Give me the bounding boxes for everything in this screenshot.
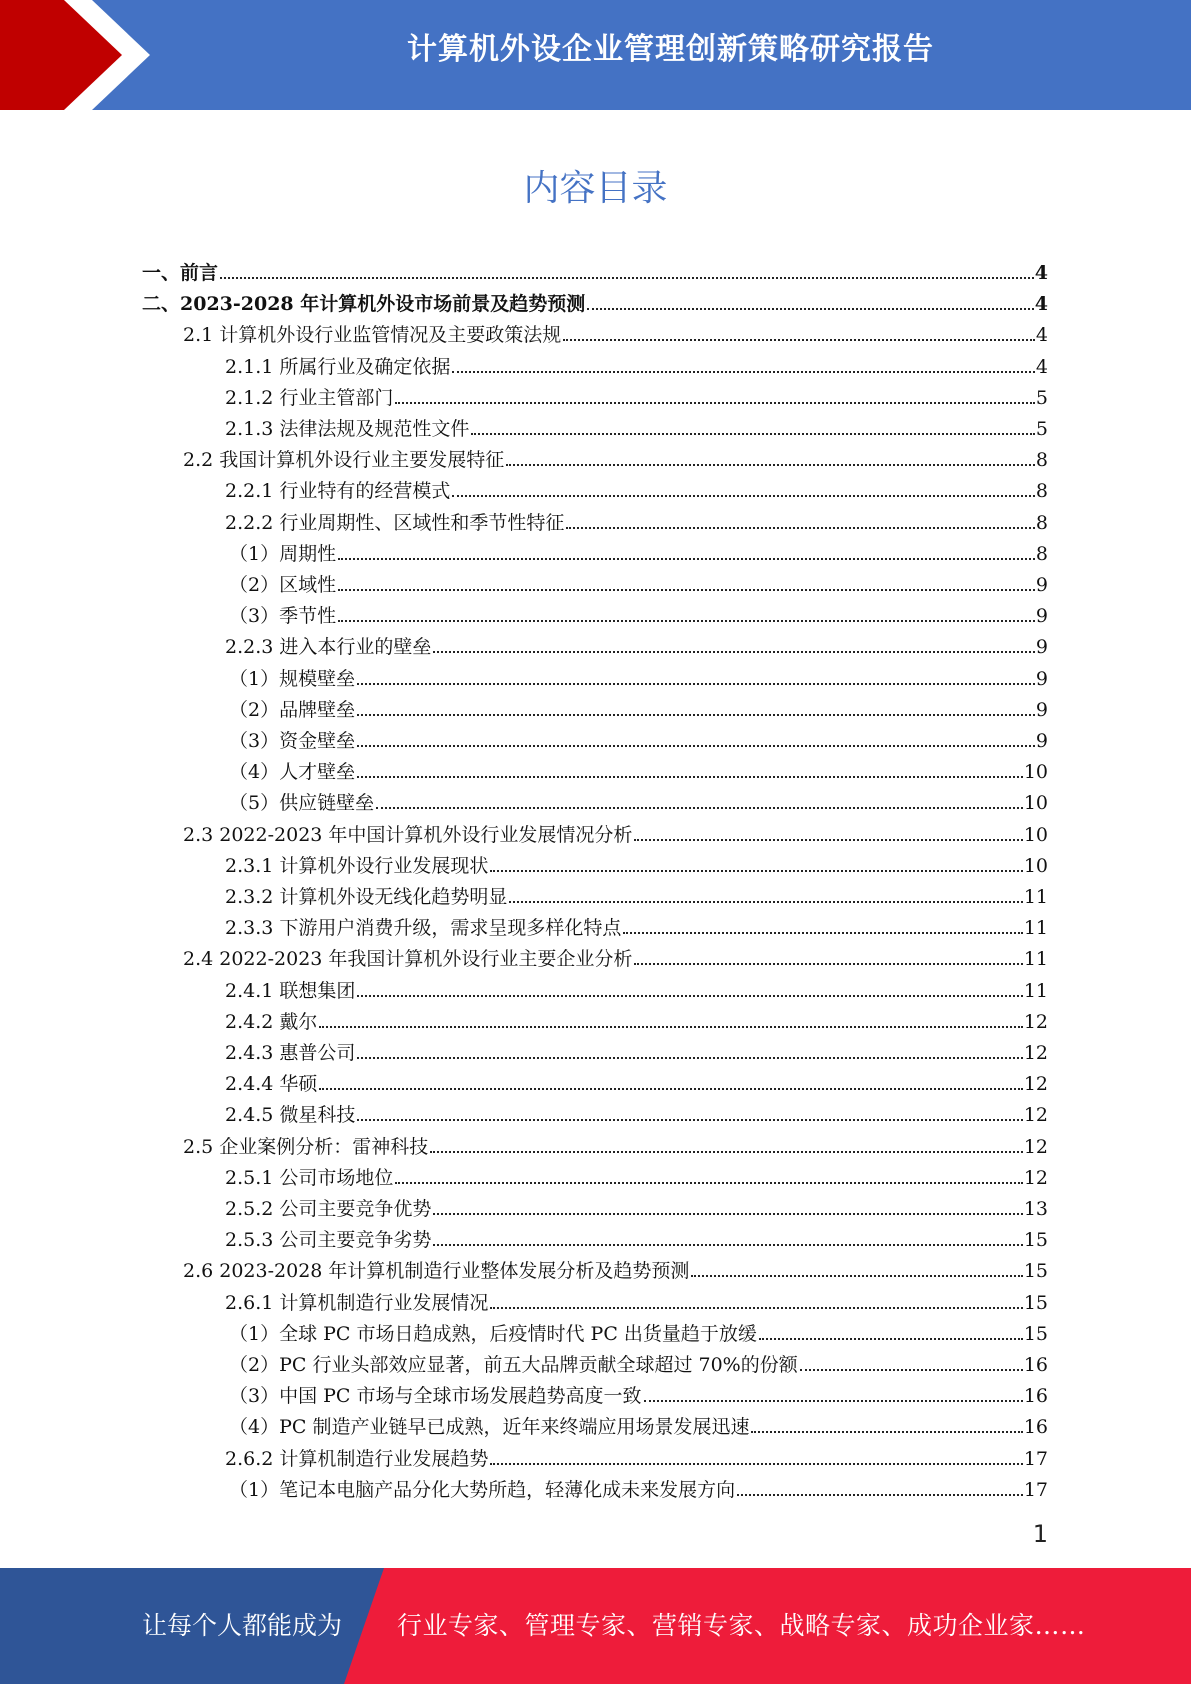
toc-entry[interactable] — [229, 1408, 1048, 1439]
toc-entry-title: 二、2023-2028 年计算机外设市场前景及趋势预测 — [142, 293, 586, 316]
toc-entry[interactable] — [229, 1377, 1048, 1408]
toc-entry[interactable] — [225, 1159, 1048, 1190]
toc-entry-page: 9 — [1035, 730, 1048, 752]
page-number: 1 — [1032, 1520, 1048, 1548]
toc-entry-page: 10 — [1023, 854, 1048, 877]
footer-slogan-left: 让每个人都能成为 — [142, 1611, 343, 1640]
toc-entry-page: 4 — [1035, 324, 1048, 347]
toc-entry-title: （1）周期性 — [229, 542, 337, 565]
toc-dot-leader — [471, 433, 1035, 435]
toc-dot-leader — [563, 339, 1035, 341]
toc-entry[interactable] — [183, 816, 1048, 847]
toc-entry[interactable] — [229, 753, 1048, 784]
toc-entry[interactable] — [229, 566, 1048, 597]
toc-entry-title: 2.2.2 行业周期性、区域性和季节性特征 — [225, 511, 565, 534]
toc-entry-title: （4）人才壁垒 — [229, 761, 356, 784]
toc-entry-page: 5 — [1035, 418, 1048, 440]
toc-entry-title: （2）区域性 — [229, 574, 337, 596]
toc-dot-leader — [357, 1057, 1022, 1059]
toc-entry-page: 4 — [1034, 293, 1048, 316]
toc-entry-title: 2.3.3 下游用户消费升级，需求呈现多样化特点 — [225, 917, 622, 940]
toc-entry-page: 8 — [1035, 449, 1048, 472]
toc-entry-page: 15 — [1023, 1291, 1048, 1314]
toc-dot-leader — [691, 1275, 1022, 1277]
toc-entry-page: 11 — [1023, 917, 1048, 940]
toc-entry[interactable] — [225, 972, 1048, 1003]
toc-dot-leader — [357, 714, 1035, 716]
toc-entry-page: 11 — [1023, 886, 1048, 908]
toc-dot-leader — [490, 1463, 1022, 1465]
toc-dot-leader — [644, 1400, 1023, 1402]
toc-entry-page: 9 — [1035, 667, 1048, 690]
toc-dot-leader — [634, 839, 1022, 841]
toc-entry[interactable] — [225, 1003, 1048, 1034]
page-footer — [0, 1568, 1191, 1684]
toc-entry-title: 2.4.4 华硕 — [225, 1073, 318, 1096]
toc-entry[interactable] — [229, 722, 1048, 753]
toc-dot-leader — [490, 1307, 1022, 1309]
toc-entry-title: （1）笔记本电脑产品分化大势所趋，轻薄化成未来发展方向 — [229, 1478, 736, 1501]
toc-entry-title: 2.1.3 法律法规及规范性文件 — [225, 418, 470, 440]
toc-entry-page: 17 — [1023, 1447, 1048, 1470]
toc-entry[interactable] — [229, 1346, 1048, 1377]
toc-entry-title: 2.3 2022-2023 年中国计算机外设行业发展情况分析 — [183, 823, 633, 846]
toc-entry[interactable] — [225, 410, 1048, 441]
toc-entry-page: 12 — [1023, 1104, 1048, 1127]
toc-dot-leader — [759, 1338, 1023, 1340]
toc-dot-leader — [220, 277, 1034, 279]
toc-entry-title: 2.4.5 微星科技 — [225, 1104, 356, 1127]
toc-entry[interactable] — [183, 316, 1048, 347]
toc-dot-leader — [319, 1026, 1022, 1028]
toc-entry-page: 9 — [1035, 605, 1048, 628]
toc-entry-page: 16 — [1023, 1354, 1048, 1376]
toc-entry[interactable] — [142, 285, 1048, 316]
toc-entry-page: 13 — [1023, 1198, 1048, 1220]
toc-dot-leader — [338, 589, 1035, 591]
toc-dot-leader — [737, 1494, 1023, 1496]
toc-entry-title: 2.5.3 公司主要竞争劣势 — [225, 1229, 432, 1252]
toc-entry-title: 2.2 我国计算机外设行业主要发展特征 — [183, 449, 505, 472]
toc-entry-title: （5）供应链壁垒 — [229, 792, 375, 815]
toc-dot-leader — [800, 1369, 1023, 1371]
toc-entry-title: 2.4.1 联想集团 — [225, 979, 356, 1002]
toc-entry-title: （3）中国 PC 市场与全球市场发展趋势高度一致 — [229, 1385, 642, 1408]
toc-entry-title: 2.1 计算机外设行业监管情况及主要政策法规 — [183, 324, 562, 347]
toc-entry-page: 16 — [1023, 1416, 1048, 1439]
toc-entry[interactable] — [229, 1315, 1048, 1346]
toc-dot-leader — [634, 963, 1022, 965]
toc-entry-title: （4）PC 制造产业链早已成熟，近年来终端应用场景发展迅速 — [229, 1416, 750, 1439]
toc-entry-title: （2）品牌壁垒 — [229, 698, 356, 721]
toc-dot-leader — [395, 402, 1035, 404]
toc-entry-title: 2.5.1 公司市场地位 — [225, 1166, 394, 1189]
toc-entry-title: （3）季节性 — [229, 605, 337, 628]
toc-entry-title: 2.4 2022-2023 年我国计算机外设行业主要企业分析 — [183, 948, 633, 971]
toc-entry-page: 12 — [1023, 1135, 1048, 1158]
toc-dot-leader — [509, 901, 1022, 903]
toc-entry-page: 8 — [1035, 511, 1048, 534]
toc-entry-title: （1）全球 PC 市场日趋成熟，后疫情时代 PC 出货量趋于放缓 — [229, 1322, 757, 1345]
toc-entry[interactable] — [229, 597, 1048, 628]
toc-entry-title: 2.6.1 计算机制造行业发展情况 — [225, 1291, 489, 1314]
toc-dot-leader — [452, 371, 1035, 373]
toc-entry[interactable] — [225, 1221, 1048, 1252]
toc-entry[interactable] — [229, 1471, 1048, 1502]
toc-title: 内容目录 — [523, 168, 668, 209]
toc-entry-page: 9 — [1035, 698, 1048, 721]
toc-entry-title: 2.2.1 行业特有的经营模式 — [225, 480, 451, 503]
toc-dot-leader — [357, 1119, 1022, 1121]
toc-entry-title: 一、前言 — [142, 262, 219, 284]
toc-dot-leader — [357, 995, 1022, 997]
toc-entry-page: 9 — [1035, 636, 1048, 659]
toc-dot-leader — [566, 527, 1035, 529]
toc-dot-leader — [338, 620, 1035, 622]
toc-entry-title: 2.4.2 戴尔 — [225, 1010, 318, 1033]
toc-dot-leader — [433, 1244, 1022, 1246]
toc-dot-leader — [433, 651, 1035, 653]
toc-dot-leader — [433, 1213, 1022, 1215]
toc-dot-leader — [395, 1182, 1022, 1184]
toc-entry-title: 2.1.1 所属行业及确定依据 — [225, 355, 451, 378]
toc-entry[interactable] — [225, 847, 1048, 878]
toc-entry[interactable] — [229, 660, 1048, 691]
toc-entry-page: 12 — [1023, 1073, 1048, 1096]
toc-entry-page: 16 — [1023, 1385, 1048, 1408]
page-header — [0, 0, 1191, 110]
toc-entry[interactable] — [225, 504, 1048, 535]
toc-entry-page: 10 — [1023, 823, 1048, 846]
toc-entry-title: 2.3.1 计算机外设行业发展现状 — [225, 854, 489, 877]
toc-entry[interactable] — [225, 379, 1048, 410]
toc-entry-title: （2）PC 行业头部效应显著，前五大品牌贡献全球超过 70%的份额 — [229, 1354, 798, 1376]
toc-entry[interactable] — [225, 1190, 1048, 1221]
toc-dot-leader — [751, 1431, 1022, 1433]
toc-entry-page: 9 — [1035, 574, 1048, 596]
toc-dot-leader — [338, 558, 1035, 560]
toc-dot-leader — [319, 1088, 1022, 1090]
toc-dot-leader — [430, 1151, 1023, 1153]
toc-entry[interactable] — [183, 1252, 1048, 1283]
toc-entry[interactable] — [225, 472, 1048, 503]
toc-dot-leader — [452, 495, 1035, 497]
toc-dot-leader — [623, 932, 1022, 934]
toc-dot-leader — [587, 308, 1034, 310]
toc-entry[interactable] — [225, 348, 1048, 379]
toc-entry-page: 12 — [1023, 1010, 1048, 1033]
toc-entry-title: 2.4.3 惠普公司 — [225, 1042, 356, 1064]
toc-dot-leader — [490, 870, 1022, 872]
toc-entry-page: 5 — [1035, 386, 1048, 409]
toc-entry-page: 12 — [1023, 1166, 1048, 1189]
toc-entry-title: 2.1.2 行业主管部门 — [225, 386, 394, 409]
toc-dot-leader — [357, 776, 1023, 778]
toc-entry-title: 2.5.2 公司主要竞争优势 — [225, 1198, 432, 1220]
toc-entry-page: 4 — [1035, 355, 1048, 378]
toc-entry-page: 8 — [1035, 542, 1048, 565]
toc-entry-title: 2.6 2023-2028 年计算机制造行业整体发展分析及趋势预测 — [183, 1260, 690, 1283]
toc-entry[interactable] — [225, 909, 1048, 940]
toc-entry[interactable] — [183, 1128, 1048, 1159]
toc-dot-leader — [376, 807, 1023, 809]
toc-entry-page: 17 — [1023, 1478, 1048, 1501]
toc-entry-page: 11 — [1023, 948, 1048, 971]
toc-dot-leader — [506, 464, 1035, 466]
toc-dot-leader — [357, 745, 1035, 747]
toc-entry-page: 10 — [1023, 761, 1048, 784]
toc-entry-page: 15 — [1023, 1260, 1048, 1283]
toc-entry[interactable] — [229, 784, 1048, 815]
toc-entry-title: （1）规模壁垒 — [229, 667, 356, 690]
toc-entry[interactable] — [225, 1065, 1048, 1096]
toc-entry-page: 10 — [1023, 792, 1048, 815]
toc-entry[interactable] — [229, 535, 1048, 566]
toc-entry-page: 8 — [1035, 480, 1048, 503]
toc-entry-title: 2.2.3 进入本行业的壁垒 — [225, 636, 432, 659]
toc-entry-page: 15 — [1023, 1322, 1048, 1345]
toc-entry-title: 2.5 企业案例分析：雷神科技 — [183, 1135, 429, 1158]
toc-entry[interactable] — [225, 1284, 1048, 1315]
toc-entry-title: 2.6.2 计算机制造行业发展趋势 — [225, 1447, 489, 1470]
toc-entry[interactable] — [225, 1440, 1048, 1471]
toc-entry-page: 12 — [1023, 1042, 1048, 1064]
report-title: 计算机外设企业管理创新策略研究报告 — [407, 32, 934, 67]
toc-entry[interactable] — [142, 254, 1048, 285]
red-chevron-icon — [0, 0, 160, 110]
toc-entry-page: 15 — [1023, 1229, 1048, 1252]
footer-slogan-right: 行业专家、管理专家、营销专家、战略专家、成功企业家…… — [397, 1611, 1086, 1640]
toc-entry[interactable] — [183, 940, 1048, 971]
toc-entry[interactable] — [183, 441, 1048, 472]
toc-dot-leader — [357, 683, 1035, 685]
toc-entry[interactable] — [225, 1034, 1048, 1065]
toc-entry-page: 11 — [1023, 979, 1048, 1002]
toc-entry[interactable] — [225, 878, 1048, 909]
toc-entry-page: 4 — [1034, 262, 1048, 284]
toc-entry[interactable] — [229, 691, 1048, 722]
toc-entry[interactable] — [225, 1096, 1048, 1127]
toc-entry[interactable] — [225, 628, 1048, 659]
toc-entry-title: （3）资金壁垒 — [229, 730, 356, 752]
toc-entry-title: 2.3.2 计算机外设无线化趋势明显 — [225, 886, 508, 908]
